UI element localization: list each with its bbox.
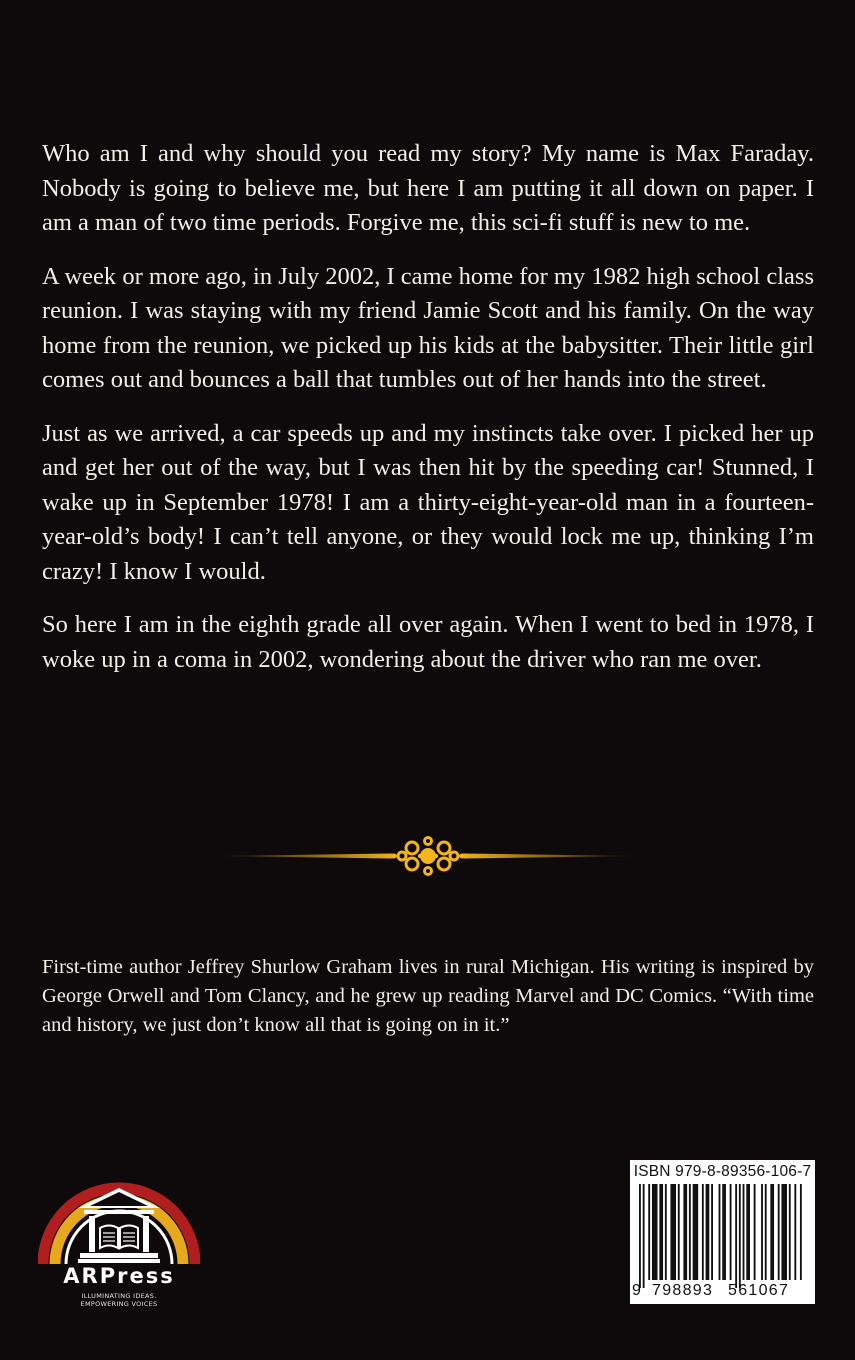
barcode-bar — [735, 1184, 737, 1288]
blurb-paragraph-4: So here I am in the eighth grade all over again. When I went to bed in 1978, I woke up in a coma in 2002, wondering about the driver who ran me over. — [42, 611, 814, 673]
barcode-bar — [678, 1184, 680, 1280]
publisher-tagline — [38, 1292, 200, 1308]
barcode-bar — [770, 1184, 774, 1280]
barcode-bar — [739, 1184, 741, 1288]
barcode-bar — [743, 1184, 745, 1280]
barcode-bar — [702, 1184, 704, 1280]
barcode-bar — [730, 1184, 732, 1280]
barcode-bar — [789, 1184, 791, 1280]
barcode-bar — [761, 1184, 763, 1280]
barcode-bar — [689, 1184, 691, 1280]
barcode-bar — [643, 1184, 645, 1288]
barcode-bar — [746, 1184, 750, 1280]
barcode-bar — [665, 1184, 667, 1280]
isbn-digits-left: 798893 — [652, 1282, 714, 1299]
library-building-arch-icon — [38, 1156, 200, 1266]
barcode-bar — [778, 1184, 780, 1280]
barcode-bar — [659, 1184, 663, 1280]
gold-flourish-divider-icon — [222, 832, 634, 880]
publisher-logo — [38, 1156, 200, 1312]
publisher-name: ARPress — [63, 1264, 175, 1288]
barcode-bar — [706, 1184, 710, 1280]
barcode-bar — [722, 1184, 726, 1280]
isbn-barcode — [630, 1160, 815, 1304]
publisher-tagline-line-2: EMPOWERING VOICES — [80, 1300, 158, 1308]
barcode-bar — [719, 1184, 721, 1280]
barcode-bar — [648, 1184, 650, 1280]
barcode-bar — [754, 1184, 756, 1280]
barcode-bar — [800, 1184, 802, 1280]
isbn-label: ISBN 979-8-89356-106-7 — [633, 1163, 812, 1180]
barcode-bar — [781, 1184, 787, 1280]
author-bio: First-time author Jeffrey Shurlow Graham lives in rural Michigan. His writing is inspired by George Orwell and Tom Clancy, and he grew up reading Marvel and DC Comics. “With time and history, we just don’t know all that is going on in it.” — [42, 956, 814, 1036]
barcode-bar — [765, 1184, 767, 1280]
barcode-bar — [683, 1184, 687, 1280]
blurb-paragraph-1: Who am I and why should you read my story? My name is Max Faraday. Nobody is going to believe me, but here I am putting it all down on paper. I am a man of two time periods. Forgive me, this sci-fi stuff is new to me. — [42, 140, 814, 236]
barcode-bars — [639, 1184, 807, 1288]
barcode-bar — [693, 1184, 699, 1280]
barcode-bar — [670, 1184, 676, 1280]
barcode-bar — [639, 1184, 641, 1288]
blurb-paragraph-2: A week or more ago, in July 2002, I came home for my 1982 high school class reunion. I was staying with my friend Jamie Scott and his family. On the way home from the reunion, we picked up his kids at the babysitter. Their little girl comes out and bounces a ball that tumbles out of her hands into the street. — [42, 262, 814, 393]
publisher-tagline-line-1: ILLUMINATING IDEAS. — [81, 1292, 157, 1300]
isbn-digits-right: 561067 — [728, 1282, 790, 1299]
barcode-bar — [652, 1184, 658, 1280]
isbn-digit-first: 9 — [632, 1282, 643, 1299]
barcode-bar — [711, 1184, 713, 1280]
back-cover-blurb — [42, 137, 814, 696]
barcode-bar — [794, 1184, 796, 1280]
blurb-paragraph-3: Just as we arrived, a car speeds up and my instincts take over. I picked her up and get her out of the way, but I was then hit by the speeding car! Stunned, I wake up in September 1978! I am a thirty-eight-year-old man in a fourteen-year-old’s body! I can’t tell anyone, or they would lock me up, thinking I’m crazy! I know I would. — [42, 419, 814, 585]
